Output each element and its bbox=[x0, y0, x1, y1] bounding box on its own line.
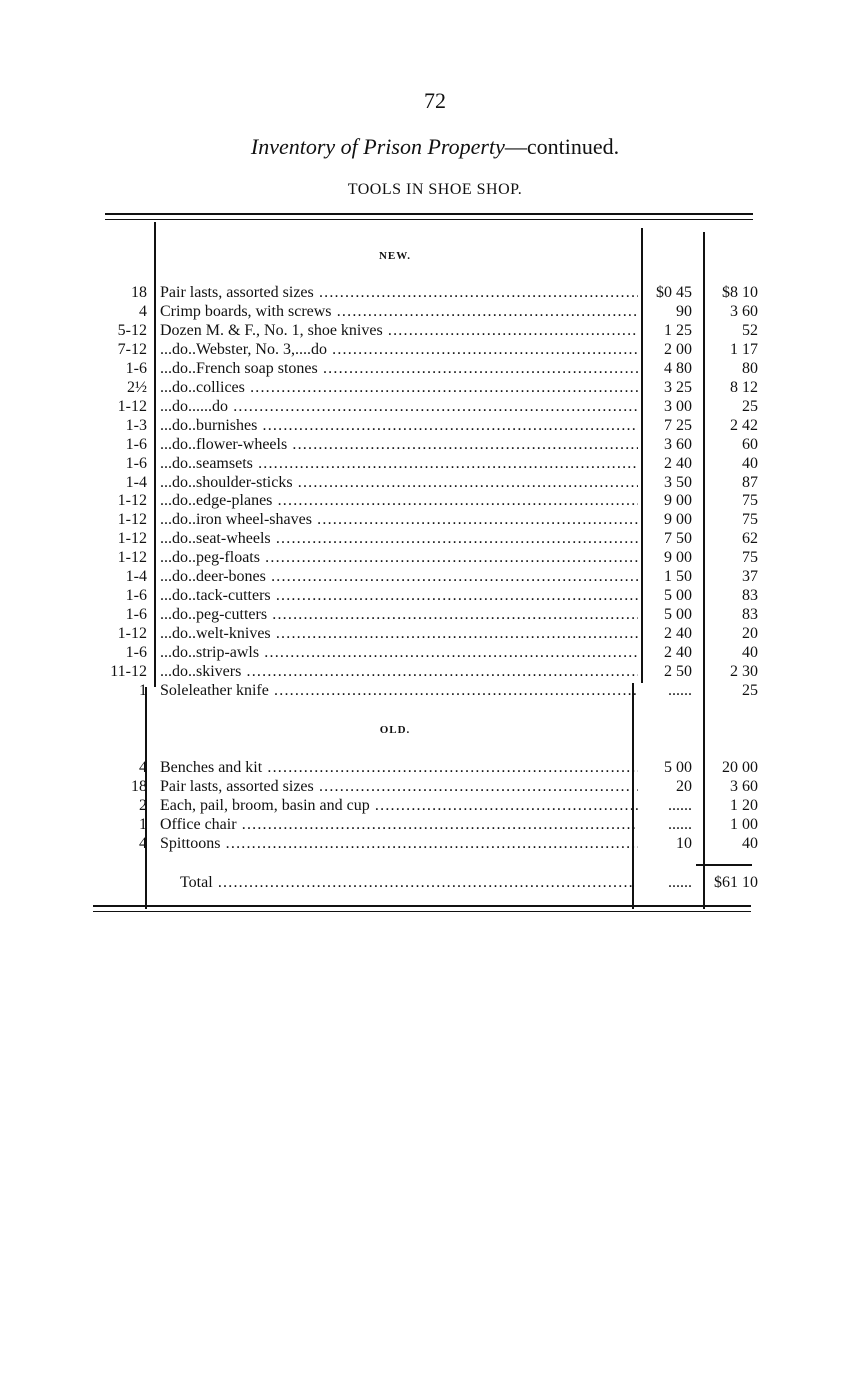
item-rate: ...... bbox=[668, 816, 692, 833]
heading-title: Inventory of Prison Property bbox=[250, 134, 505, 159]
table-row bbox=[0, 624, 857, 643]
item-quantity: 4 bbox=[139, 759, 147, 776]
table-bottom-rule bbox=[93, 905, 751, 907]
item-amount: 2 30 bbox=[730, 663, 758, 680]
item-amount: 83 bbox=[742, 606, 758, 624]
item-rate: 9 00 bbox=[664, 549, 692, 567]
item-quantity: 18 bbox=[131, 284, 147, 301]
item-rate: 3 60 bbox=[664, 435, 692, 453]
table-row bbox=[0, 529, 857, 548]
item-quantity: 1-12 bbox=[117, 530, 147, 548]
table-caption: TOOLS IN SHOE SHOP. bbox=[347, 181, 523, 198]
item-description: ...do..flower-wheels ..... bbox=[160, 435, 638, 454]
item-quantity: 2 bbox=[139, 797, 147, 814]
item-quantity: 1-12 bbox=[117, 492, 147, 510]
table-row bbox=[0, 378, 857, 397]
item-description: ...do......do ..... bbox=[160, 397, 638, 416]
item-description: Dozen M. & F., No. 1, shoe knives ..... bbox=[160, 321, 638, 340]
item-description: ...do..deer-bones ..... bbox=[160, 567, 638, 586]
table-row bbox=[0, 548, 857, 567]
table-bottom-rule-thin bbox=[93, 911, 751, 912]
item-quantity: 1-4 bbox=[125, 568, 147, 586]
item-description: ...do..tack-cutters ..... bbox=[160, 586, 638, 605]
item-quantity: 1-12 bbox=[117, 625, 147, 643]
item-rate: 9 00 bbox=[664, 511, 692, 529]
item-quantity: 1-6 bbox=[125, 454, 147, 472]
item-rate: 3 50 bbox=[664, 473, 692, 491]
item-quantity: 11-12 bbox=[110, 663, 147, 680]
table-row bbox=[0, 416, 857, 435]
item-description: ...do..collices ..... bbox=[160, 378, 638, 397]
item-amount: 40 bbox=[742, 454, 758, 472]
item-rate: $0 45 bbox=[656, 284, 692, 301]
page-number: 72 bbox=[424, 88, 446, 113]
item-quantity: 1-12 bbox=[117, 549, 147, 567]
heading-continued: —continued. bbox=[504, 134, 620, 159]
item-rate: 1 50 bbox=[664, 568, 692, 586]
item-rate: 4 80 bbox=[664, 359, 692, 377]
item-quantity: 5-12 bbox=[117, 321, 147, 339]
item-rate: 7 50 bbox=[664, 530, 692, 548]
item-description: ...do..seamsets ..... bbox=[160, 454, 638, 473]
table-top-rule-thin bbox=[105, 219, 753, 220]
item-amount: 52 bbox=[742, 321, 758, 339]
item-rate: 10 bbox=[676, 835, 692, 852]
item-amount: 3 60 bbox=[730, 778, 758, 795]
item-rate: 20 bbox=[676, 778, 692, 795]
item-description: ...do..peg-cutters ..... bbox=[160, 605, 638, 624]
item-quantity: 1 bbox=[139, 681, 147, 699]
item-amount: 20 00 bbox=[722, 759, 758, 776]
item-amount: 62 bbox=[742, 530, 758, 548]
item-rate: 2 00 bbox=[664, 340, 692, 358]
item-description: Office chair ..... bbox=[160, 815, 638, 834]
total-row bbox=[0, 873, 857, 892]
item-rate: 7 25 bbox=[664, 416, 692, 434]
item-description: ...do..Webster, No. 3,....do ..... bbox=[160, 340, 638, 359]
item-quantity: 1-12 bbox=[117, 397, 147, 415]
table-row bbox=[0, 283, 857, 302]
table-row bbox=[0, 340, 857, 359]
item-description: ...do..welt-knives ..... bbox=[160, 624, 638, 643]
item-description: Pair lasts, assorted sizes ..... bbox=[160, 777, 638, 796]
section-label-new: NEW. bbox=[378, 250, 412, 262]
item-description: Spittoons ..... bbox=[160, 834, 638, 853]
table-row bbox=[0, 359, 857, 378]
table-top-rule bbox=[105, 213, 753, 215]
item-amount: 2 42 bbox=[730, 416, 758, 434]
item-rate: 1 25 bbox=[664, 321, 692, 339]
item-description: ...do..edge-planes ..... bbox=[160, 491, 638, 510]
item-amount: 25 bbox=[742, 681, 758, 699]
item-description: ...do..strip-awls ..... bbox=[160, 643, 638, 662]
item-rate: ...... bbox=[668, 797, 692, 814]
table-row bbox=[0, 397, 857, 416]
item-quantity: 1-4 bbox=[125, 473, 147, 491]
table-row bbox=[0, 586, 857, 605]
item-amount: 25 bbox=[742, 397, 758, 415]
item-quantity: 4 bbox=[139, 302, 147, 320]
item-amount: $8 10 bbox=[722, 284, 758, 301]
table-row bbox=[0, 643, 857, 662]
item-description: ...do..burnishes ..... bbox=[160, 416, 638, 435]
page-heading bbox=[0, 134, 857, 160]
item-amount: 1 00 bbox=[730, 816, 758, 833]
item-rate: 2 40 bbox=[664, 644, 692, 662]
item-amount: 60 bbox=[742, 435, 758, 453]
item-quantity: 4 bbox=[139, 835, 147, 852]
item-amount: 20 bbox=[742, 625, 758, 643]
item-quantity: 1-12 bbox=[117, 511, 147, 529]
item-rate: 3 25 bbox=[664, 378, 692, 396]
item-amount: 75 bbox=[742, 492, 758, 510]
item-rate: ...... bbox=[668, 681, 692, 699]
item-quantity: 7-12 bbox=[117, 340, 147, 358]
table-row bbox=[0, 796, 857, 815]
table-row bbox=[0, 834, 857, 853]
item-description: ...do..peg-floats ..... bbox=[160, 548, 638, 567]
item-amount: 87 bbox=[742, 473, 758, 491]
item-description: ...do..French soap stones ..... bbox=[160, 359, 638, 378]
item-amount: 37 bbox=[742, 568, 758, 586]
table-row bbox=[0, 435, 857, 454]
item-quantity: 1-6 bbox=[125, 359, 147, 377]
item-amount: 40 bbox=[742, 644, 758, 662]
table-row bbox=[0, 510, 857, 529]
item-description: Crimp boards, with screws ..... bbox=[160, 302, 638, 321]
table-row bbox=[0, 473, 857, 492]
item-rate: 5 00 bbox=[664, 759, 692, 776]
item-description: Each, pail, broom, basin and cup ..... bbox=[160, 796, 638, 815]
table-row bbox=[0, 321, 857, 340]
item-description: Benches and kit ..... bbox=[160, 758, 638, 777]
total-underline bbox=[696, 864, 752, 866]
item-rate: 2 50 bbox=[664, 663, 692, 680]
table-row bbox=[0, 302, 857, 321]
item-rate: 5 00 bbox=[664, 587, 692, 605]
item-quantity: 1-6 bbox=[125, 435, 147, 453]
table-row bbox=[0, 454, 857, 473]
item-amount: 1 20 bbox=[730, 797, 758, 814]
item-amount: 40 bbox=[742, 835, 758, 852]
item-quantity: 1 bbox=[139, 816, 147, 833]
total-rate: ...... bbox=[668, 874, 692, 891]
item-quantity: 1-3 bbox=[125, 416, 147, 434]
item-amount: 83 bbox=[742, 587, 758, 605]
item-quantity: 1-6 bbox=[125, 606, 147, 624]
item-amount: 1 17 bbox=[730, 340, 758, 358]
item-rate: 2 40 bbox=[664, 454, 692, 472]
item-quantity: 1-6 bbox=[125, 644, 147, 662]
total-amount: $61 10 bbox=[714, 874, 758, 891]
item-rate: 9 00 bbox=[664, 492, 692, 510]
item-description: Pair lasts, assorted sizes ..... bbox=[160, 283, 638, 302]
item-amount: 80 bbox=[742, 359, 758, 377]
total-label: Total ..... bbox=[180, 873, 635, 892]
item-rate: 2 40 bbox=[664, 625, 692, 643]
item-description: Soleleather knife ..... bbox=[160, 681, 638, 700]
item-description: ...do..seat-wheels ..... bbox=[160, 529, 638, 548]
item-amount: 75 bbox=[742, 511, 758, 529]
table-row bbox=[0, 662, 857, 681]
table-row bbox=[0, 777, 857, 796]
item-rate: 3 00 bbox=[664, 397, 692, 415]
item-quantity: 2½ bbox=[127, 378, 147, 396]
table-row bbox=[0, 758, 857, 777]
item-rate: 5 00 bbox=[664, 606, 692, 624]
item-amount: 3 60 bbox=[730, 302, 758, 320]
item-description: ...do..shoulder-sticks ..... bbox=[160, 473, 638, 492]
section-label-old: OLD. bbox=[379, 724, 411, 736]
item-quantity: 1-6 bbox=[125, 587, 147, 605]
item-rate: 90 bbox=[676, 302, 692, 320]
item-description: ...do..iron wheel-shaves ..... bbox=[160, 510, 638, 529]
table-row bbox=[0, 605, 857, 624]
table-row bbox=[0, 815, 857, 834]
item-amount: 8 12 bbox=[730, 378, 758, 396]
table-row bbox=[0, 567, 857, 586]
table-row bbox=[0, 491, 857, 510]
item-amount: 75 bbox=[742, 549, 758, 567]
item-quantity: 18 bbox=[131, 778, 147, 795]
table-row bbox=[0, 681, 857, 700]
item-description: ...do..skivers ..... bbox=[160, 662, 638, 681]
